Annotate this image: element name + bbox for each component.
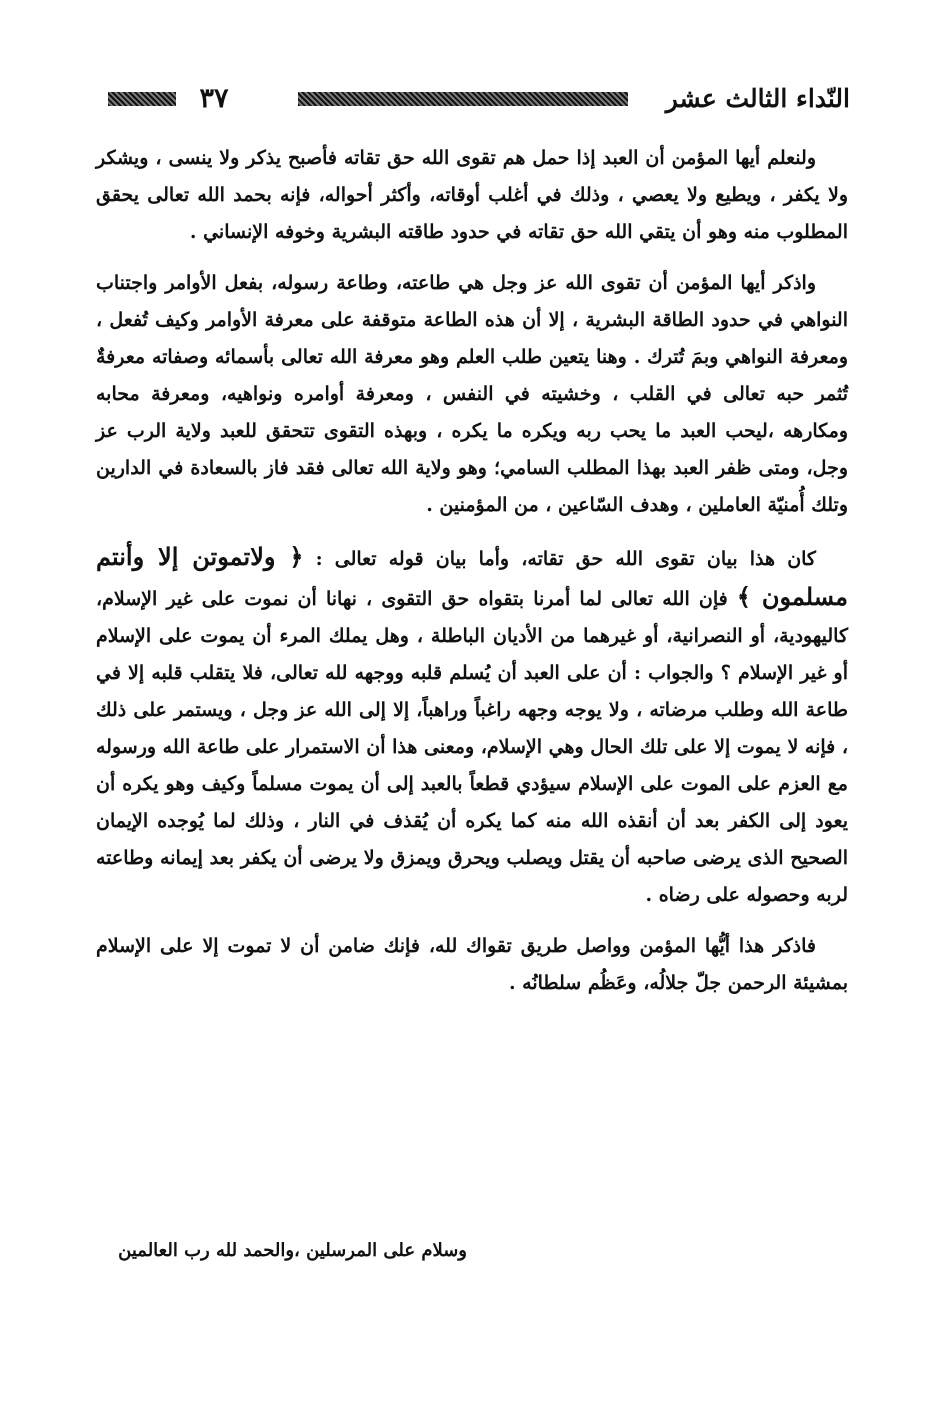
page-body [96, 140, 848, 1016]
header-divider-right [298, 92, 628, 106]
paragraph-3-intro: كان هذا بيان تقوى الله حق تقاته، وأما بيان قوله تعالى : [303, 548, 816, 570]
paragraph-3 [96, 538, 848, 914]
page-header [100, 78, 850, 120]
quran-verse: ﴿ ولاتموتن إلا وأنتم مسلمون ﴾ [96, 542, 849, 611]
page-number: ٣٧ [199, 83, 229, 114]
header-divider-left [108, 92, 176, 106]
closing-line: وسلام على المرسلين ،والحمد لله رب العالمين [118, 1240, 467, 1261]
paragraph-4: فاذكر هذا أيُّها المؤمن وواصل طريق تقواك لله، فإنك ضامن أن لا تموت إلا على الإسلام بمشيئة الرحمن جلّ جلالُه، وعَظُم سلطانُه . [96, 935, 848, 994]
chapter-title: النّداء الثالث عشر [660, 78, 850, 120]
paragraph-2: واذكر أيها المؤمن أن تقوى الله عز وجل هي طاعته، وطاعة رسوله، بفعل الأوامر واجتناب النواهي في حدود الطاقة البشرية ، إلا أن هذه الطاعة متوقفة على معرفة الأوامر وكيف تُفعل ، ومعرفة النواهي وبمَ تُترك . وهنا يتعين طلب العلم وهو معرفة الله تعالى بأسمائه وصفاته معرفةٌ تُثمر حبه تعالى في القلب ، وخشيته في النفس ، ومعرفة أوامره ونواهيه، ومعرفة محابه ومكارهه ،ليحب العبد ما يحب ربه ويكره ما يكره ، وبهذه التقوى تتحقق للعبد ولاية الرب عز وجل، ومتى ظفر العبد بهذا المطلب السامي؛ وهو ولاية الله تعالى فقد فاز بالسعادة في الدارين وتلك أُمنيّة العاملين ، وهدف السّاعين ، من المؤمنين . [96, 272, 848, 516]
paragraph-1: ولنعلم أيها المؤمن أن العبد إذا حمل هم تقوى الله حق تقاته فأصبح يذكر ولا ينسى ، ويشكر ولا يكفر ، ويطيع ولا يعصي ، وذلك في أغلب أوقاته، وأكثر أحواله، فإنه بحمد الله تعالى يحقق المطلوب منه وهو أن يتقي الله حق تقاته في حدود طاقته البشرية وخوفه الإنساني . [96, 147, 848, 243]
paragraph-3-body: فإن الله تعالى لما أمرنا بتقواه حق التقوى ، نهانا أن نموت على غير الإسلام، كاليهودية، أو النصرانية، أو غيرهما من الأديان الباطلة ، وهل يملك المرء أن يموت على الإسلام أو غير الإسلام ؟ والجواب : أن على العبد أن يُسلم قلبه ووجهه لله تعالى، فلا يتقلب قلبه إلا في طاعة الله وطلب مرضاته ، ولا يوجه وجهه راغباً وراهباً، إلا إلى الله عز وجل ، ويستمر على ذلك ، فإنه لا يموت إلا على تلك الحال وهي الإسلام، ومعنى هذا أن الاستمرار على طاعة الله ورسوله مع العزم على الموت على الإسلام سيؤدي قطعاً بالعبد إلى أن يموت مسلماً وكيف وهو يكره أن يعود إلى الكفر بعد أن أنقذه الله منه كما يكره أن يُقذف في النار ، وذلك لما يُوجده الإيمان الصحيح الذى يرضى صاحبه أن يقتل ويصلب ويحرق ويمزق ولا يرضى أن يكفر بعد إيمانه وطاعته لربه وحصوله على رضاه . [96, 588, 848, 906]
